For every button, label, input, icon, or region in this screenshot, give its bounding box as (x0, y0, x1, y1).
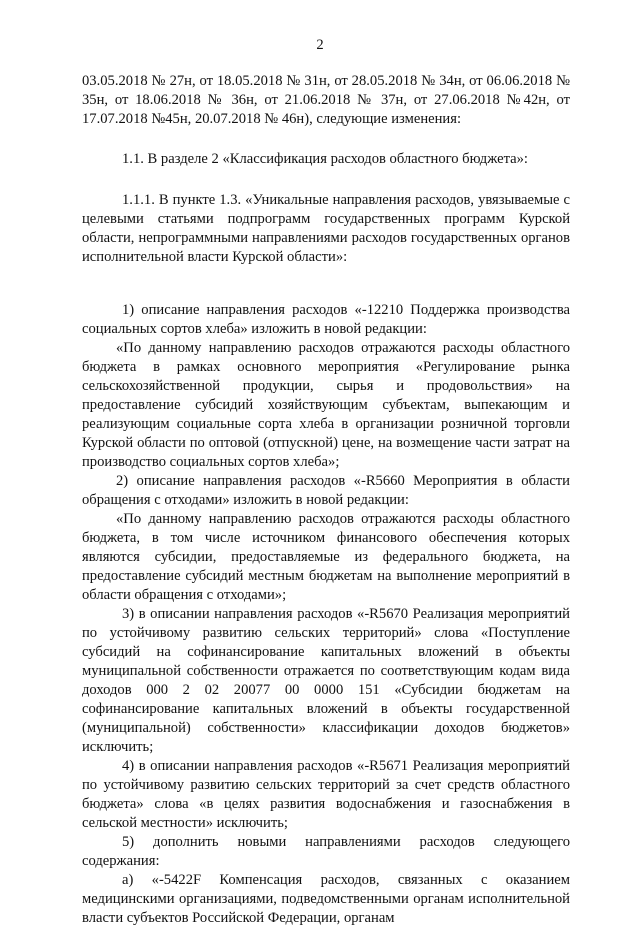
paragraph-section-1-1: 1.1. В разделе 2 «Классификация расходов областного бюджета»: (122, 151, 528, 167)
paragraph-item-2: 2) описание направления расходов «-R5660 Мероприятия в области обращения с отходами» изложить в новой редакции: (82, 473, 570, 508)
paragraph-item-5a: а) «-5422F Компенсация расходов, связанных с оказанием медицинскими организациями, подведомственными органам исполнительной власти субъектов Российской Федерации, органам (82, 872, 570, 926)
paragraph-item-1: 1) описание направления расходов «-12210 Поддержка производства социальных сортов хлеба» изложить в новой редакции: (82, 302, 570, 337)
paragraph-section-1-1-1: 1.1.1. В пункте 1.3. «Уникальные направления расходов, увязываемые с целевыми статьями подпрограмм государственных программ Курской области, непрограммными направлениями расходов государственных органов исполнительной власти Курской области»: (82, 192, 570, 265)
paragraph-item-1-text: «По данному направлению расходов отражаются расходы областного бюджета в рамках основного мероприятия «Регулирование рынка сельскохозяйственной продукции, сырья и продовольствия» на предоставление субсидий хозяйствующим субъектам, выпекающим и реализующим социальные сорта хлеба в организации розничной торговли Курской области по оптовой (отпускной) цене, на возмещение части затрат на производство социальных сортов хлеба»; (82, 340, 570, 470)
page-number: 2 (316, 37, 324, 53)
paragraph-item-2-text: «По данному направлению расходов отражаются расходы областного бюджета, в том числе источником финансового обеспечения которых являются субсидии, предоставляемые из федерального бюджета, на предоставление субсидий местным бюджетам на выполнение мероприятий в области обращения с отходами»; (82, 511, 570, 603)
paragraph-item-3: 3) в описании направления расходов «-R5670 Реализация мероприятий по устойчивому развитию сельских территорий» слова «Поступление субсидий на софинансирование капитальных вложений в объекты муниципальной собственности отражается по соответствующим кодам вида доходов 000 2 02 20077 00 0000 151 «Субсидии бюджетам на софинансирование капитальных вложений в объекты государственной (муниципальной) собственности» классификации доходов бюджетов» исключить; (82, 606, 570, 755)
paragraph-item-4: 4) в описании направления расходов «-R5671 Реализация мероприятий по устойчивому развитию сельских территорий за счет средств областного бюджета» слова «в целях развития водоснабжения и газоснабжения в сельской местности» исключить; (82, 758, 570, 831)
document-body (82, 72, 570, 928)
paragraph-amendment-intro: 03.05.2018 № 27н, от 18.05.2018 № 31н, от 28.05.2018 № 34н, от 06.06.2018 № 35н, от 18.06.2018 № 36н, от 21.06.2018 № 37н, от 27.06.2018 №42н, от 17.07.2018 №45н, 20.07.2018 № 46н), следующие изменения: (82, 73, 570, 127)
paragraph-item-5: 5) дополнить новыми направлениями расходов следующего содержания: (82, 834, 570, 869)
